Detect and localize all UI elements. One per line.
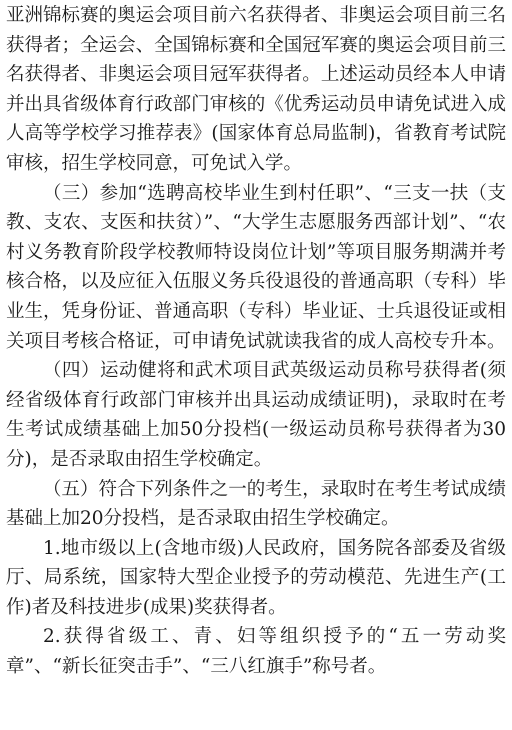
paragraph-sub-item-1: 1.地市级以上(含地市级)人民政府，国务院各部委及省级厅、局系统，国家特大型企业授予的劳动模范、先进生产(工作)者及科技进步(成果)奖获得者。 (6, 537, 506, 618)
paragraph-sub-item-2: 2.获得省级工、青、妇等组织授予的“五一劳动奖章”、“新长征突击手”、“三八红旗手”称号者。 (6, 626, 506, 678)
paragraph-athlete-exemption: 亚洲锦标赛的奥运会项目前六名获得者、非奥运会项目前三名获得者；全运会、全国锦标赛和全国冠军赛的奥运会项目前三名获得者、非奥运会项目冠军获得者。上述运动员经本人申请并出具省级体育行政部门审核的《优秀运动员申请免试进入成人高等学校学习推荐表》(国家体育总局监制)，省教育考试院审核，招生学校同意，可免试入学。 (6, 5, 506, 174)
paragraph-item-5: （五）符合下列条件之一的考生，录取时在考生考试成绩基础上加20分投档，是否录取由招生学校确定。 (6, 478, 506, 530)
document-page (6, 1, 506, 682)
paragraph-item-3: （三）参加“选聘高校毕业生到村任职”、“三支一扶（支教、支农、支医和扶贫）”、“大学生志愿服务西部计划”、“农村义务教育阶段学校教师特设岗位计划”等项目服务期满并考核合格，以及应征入伍服义务兵役退役的普通高职（专科）毕业生，凭身份证、普通高职（专科）毕业证、士兵退役证或相关项目考核合格证，可申请免试就读我省的成人高校专升本。 (6, 182, 506, 352)
paragraph-item-4: （四）运动健将和武术项目武英级运动员称号获得者(须经省级体育行政部门审核并出具运动成绩证明)，录取时在考生考试成绩基础上加50分投档(一级运动员称号获得者为30分)，是否录取由招生学校确定。 (6, 360, 506, 470)
